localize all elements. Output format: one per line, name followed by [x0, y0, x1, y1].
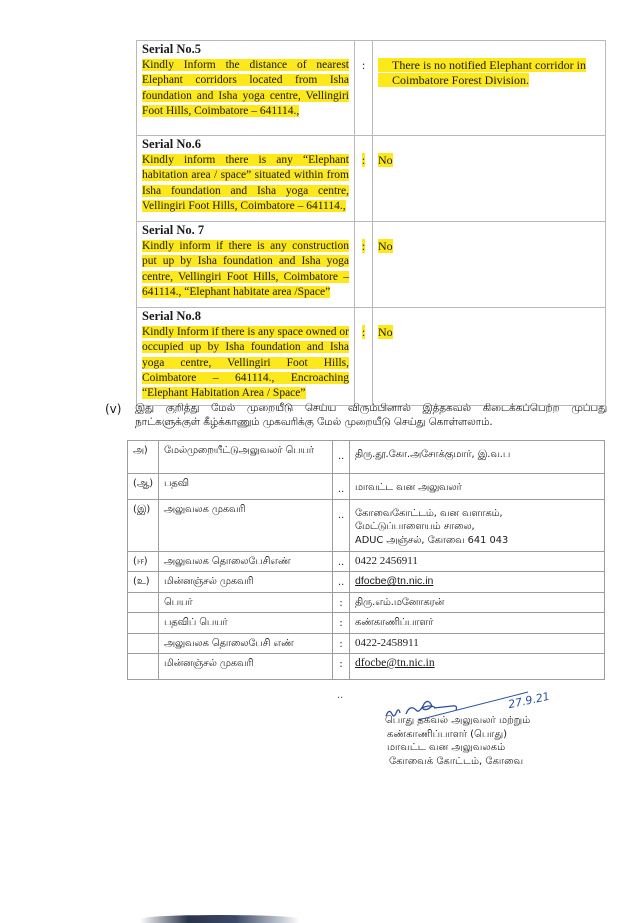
- contact-row-pio-name: [128, 592, 605, 613]
- question-row-serial-7: [137, 222, 606, 308]
- row-key: அ): [128, 441, 159, 474]
- answer-text: No: [373, 136, 606, 222]
- email-link[interactable]: dfocbe@tn.nic.in: [355, 657, 435, 669]
- designation-line-3: மாவட்ட வன அலுவலகம்: [387, 742, 506, 754]
- question-row-serial-8: [137, 308, 606, 406]
- row-label: மின்னஞ்சல் முகவரி: [159, 654, 333, 680]
- contact-row-appellate-name: [128, 441, 605, 474]
- question-text: Kindly Inform the distance of nearest Elephant corridors located from Isha foundation and Isha yoga centre, Vellingiri Foot Hills, Coimbatore – 641114.,: [142, 59, 349, 117]
- questions-table: [136, 40, 606, 406]
- row-label: அலுவலக முகவரி: [159, 499, 333, 551]
- signatory-designation: [385, 714, 565, 768]
- separator: ..: [333, 441, 350, 474]
- question-row-serial-6: [137, 136, 606, 222]
- row-key: (உ): [128, 572, 159, 593]
- row-key: (ஆ): [128, 474, 159, 500]
- signature-date: 27.9.21: [507, 689, 551, 712]
- designation-line-2: கண்காணிப்பாளர் (பொது): [387, 728, 508, 740]
- question-cell: [137, 41, 355, 136]
- question-text: Kindly inform if there is any construction put up by Isha foundation and Isha yoga centre, Vellingiri Foot Hills, Coimbatore – 641114., “Elephant habitate area /Space”: [142, 240, 349, 298]
- row-value: மாவட்ட வன அலுவலர்: [350, 474, 605, 500]
- separator: :: [333, 633, 350, 654]
- contact-row-pio-phone: [128, 633, 605, 654]
- question-row-serial-5: [137, 41, 606, 136]
- contact-row-pio-email: [128, 654, 605, 680]
- appellate-contact-table: [127, 440, 605, 680]
- row-value: கண்காணிப்பாளர்: [350, 613, 605, 634]
- row-key: (இ): [128, 499, 159, 551]
- row-label: மின்னஞ்சல் முகவரி: [159, 572, 333, 593]
- row-label: பெயர்: [159, 592, 333, 613]
- serial-number: Serial No.5: [142, 42, 202, 56]
- row-value: [350, 572, 605, 593]
- address-line-2: மேட்டுப்பாளையம் சாலை,: [355, 521, 475, 532]
- separator: :: [333, 613, 350, 634]
- question-cell: [137, 222, 355, 308]
- separator: :: [355, 222, 373, 308]
- row-value: [350, 499, 605, 551]
- question-text: Kindly inform there is any “Elephant habitation area / space” situated within from Isha foundation and Isha yoga centre, Vellingiri Foot Hills, Coimbatore – 641114.,: [142, 154, 349, 212]
- contact-row-office-phone: [128, 551, 605, 572]
- row-value: திரு.தூ.கோ.அசோக்குமார், இ.வ.ப: [350, 441, 605, 474]
- row-key: [128, 654, 159, 680]
- separator: :: [333, 592, 350, 613]
- row-key: [128, 613, 159, 634]
- row-label: பதவி: [159, 474, 333, 500]
- serial-number: Serial No.8: [142, 309, 202, 323]
- row-label: மேல்முறையீட்டுஅலுவலர் பெயர்: [159, 441, 333, 474]
- address-line-1: கோவைகோட்டம், வன வளாகம்,: [355, 507, 503, 519]
- row-label: அலுவலக தொலைபேசிஎண்: [159, 551, 333, 572]
- row-value: 0422 2456911: [350, 551, 605, 572]
- section-marker: (v): [105, 402, 122, 416]
- row-label: பதவிப் பெயர்: [159, 613, 333, 634]
- separator: ..: [333, 572, 350, 593]
- row-value: 0422-2458911: [350, 633, 605, 654]
- serial-number: Serial No.6: [142, 137, 202, 151]
- question-cell: [137, 136, 355, 222]
- question-cell: [137, 308, 355, 406]
- address-line-3: ADUC அஞ்சல், கோவை 641 043: [355, 534, 509, 546]
- row-key: [128, 633, 159, 654]
- separator: ..: [333, 499, 350, 551]
- answer-text: No: [373, 308, 606, 406]
- row-key: (ஈ): [128, 551, 159, 572]
- answer-text: There is no notified Elephant corridor in Coimbatore Forest Division.: [373, 41, 606, 136]
- contact-row-email: [128, 572, 605, 593]
- appeal-instructions: இது குறித்து மேல் முறையீடு செய்ய விரும்பினால் இத்தகவல் கிடைக்கப்பெற்ற முப்பது நாட்களுக்குள் கீழ்க்காணும் முகவரிக்கு மேல் முறையீடு செய்து கொள்ளலாம்.: [135, 402, 607, 428]
- row-label: அலுவலக தொலைபேசி எண்: [159, 633, 333, 654]
- scan-edge-artifact: [140, 915, 300, 923]
- separator: :: [355, 41, 373, 136]
- contact-row-pio-designation: [128, 613, 605, 634]
- separator: :: [333, 654, 350, 680]
- separator: :: [355, 136, 373, 222]
- row-value: திரு.எம்.மனோகரன்: [350, 592, 605, 613]
- designation-line-1: பொது தகவல் அலுவலர் மற்றும்: [385, 715, 531, 726]
- question-text: Kindly Inform if there is any space owned or occupied up by Isha foundation and Isha yoga centre, Vellingiri Foot Hills, Coimbatore – 641114., Encroaching “Elephant Habitation Area / Space”: [142, 326, 349, 400]
- answer-text: No: [373, 222, 606, 308]
- serial-number: Serial No. 7: [142, 223, 205, 237]
- dots-mark: ..: [337, 690, 344, 701]
- separator: ..: [333, 551, 350, 572]
- contact-row-designation: [128, 474, 605, 500]
- separator: :: [355, 308, 373, 406]
- row-value: [350, 654, 605, 680]
- separator: ..: [333, 474, 350, 500]
- email-link[interactable]: dfocbe@tn.nic.in: [355, 575, 434, 587]
- contact-row-office-address: [128, 499, 605, 551]
- row-key: [128, 592, 159, 613]
- designation-line-4: கோவைக் கோட்டம், கோவை: [389, 755, 524, 767]
